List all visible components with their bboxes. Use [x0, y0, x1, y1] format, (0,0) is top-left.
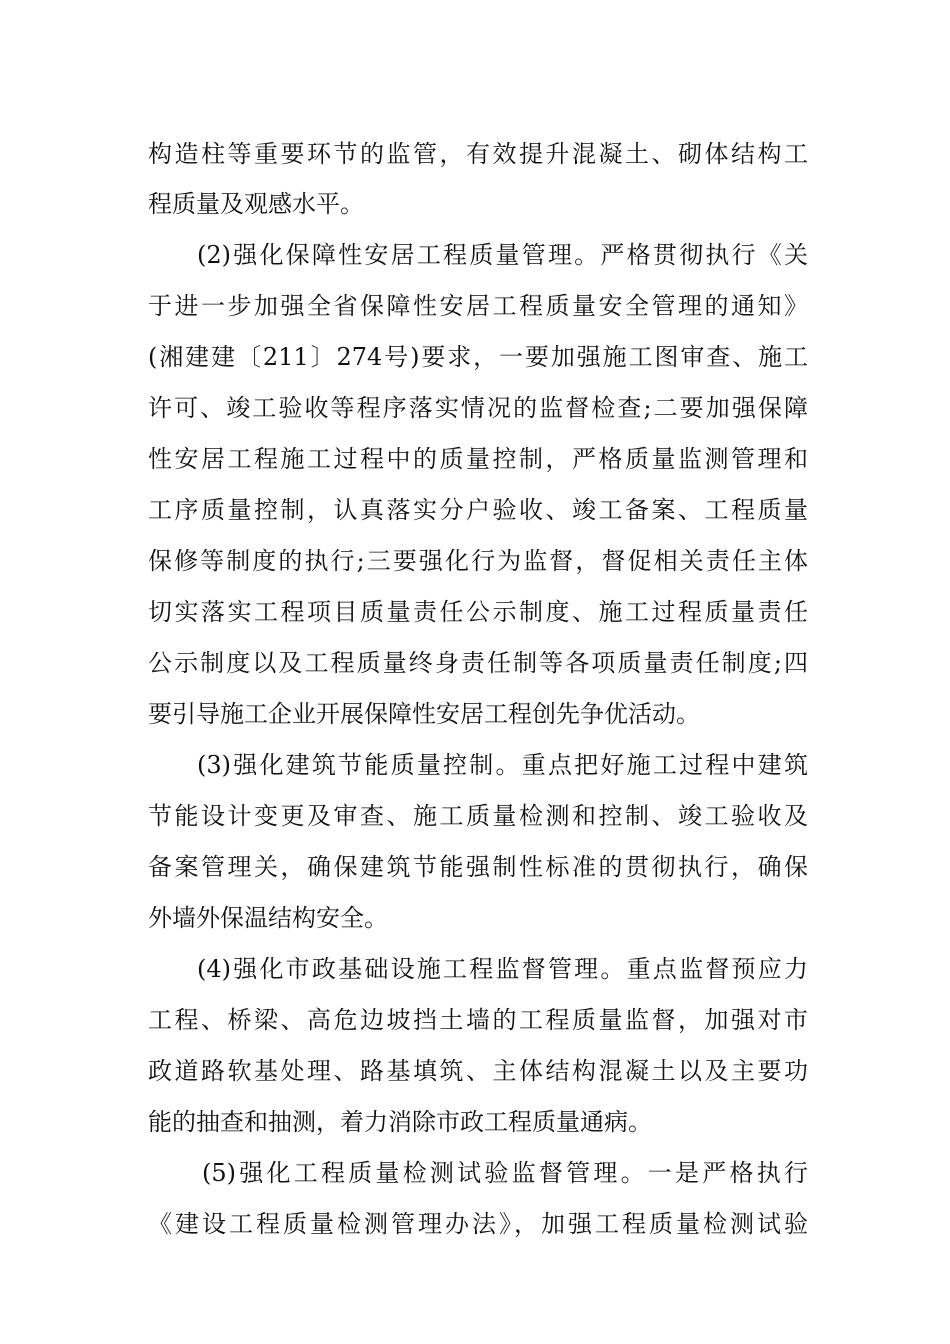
text-line: 节能设计变更及审查、施工质量检测和控制、竣工验收及: [148, 802, 808, 830]
text-line: (4)强化市政基础设施工程监督管理。重点监督预应力: [197, 955, 808, 983]
text-line: (3)强化建筑节能质量控制。重点把好施工过程中建筑: [197, 751, 808, 779]
text-line: 《建设工程质量检测管理办法》，加强工程质量检测试验: [148, 1210, 808, 1238]
text-line: 能的抽查和抽测，着力消除市政工程质量通病。: [148, 1108, 652, 1136]
text-line: 性安居工程施工过程中的质量控制，严格质量监测管理和: [148, 445, 808, 473]
text-line: (湘建建〔211〕274号)要求，一要加强施工图审查、施工: [148, 343, 808, 371]
text-line: 备案管理关，确保建筑节能强制性标准的贯彻执行，确保: [148, 853, 808, 881]
text-line: (5)强化工程质量检测试验监督管理。一是严格执行: [202, 1159, 808, 1187]
text-line: 于进一步加强全省保障性安居工程质量安全管理的通知》: [148, 292, 808, 320]
text-line: 外墙外保温结构安全。: [148, 904, 388, 932]
text-line: 工程、桥梁、高危边坡挡土墙的工程质量监督，加强对市: [148, 1006, 808, 1034]
text-line: 政道路软基处理、路基填筑、主体结构混凝土以及主要功: [148, 1057, 808, 1085]
text-line: 切实落实工程项目质量责任公示制度、施工过程质量责任: [148, 598, 808, 626]
text-line: (2)强化保障性安居工程质量管理。严格贯彻执行《关: [197, 241, 808, 269]
text-line: 要引导施工企业开展保障性安居工程创先争优活动。: [148, 700, 700, 728]
text-line: 构造柱等重要环节的监管，有效提升混凝土、砌体结构工: [148, 140, 808, 168]
text-line: 工序质量控制，认真落实分户验收、竣工备案、工程质量: [148, 496, 808, 524]
text-line: 许可、竣工验收等程序落实情况的监督检查;二要加强保障: [148, 394, 808, 422]
text-line: 公示制度以及工程质量终身责任制等各项质量责任制度;四: [148, 649, 808, 677]
text-line: 保修等制度的执行;三要强化行为监督，督促相关责任主体: [148, 547, 808, 575]
text-line: 程质量及观感水平。: [148, 190, 364, 218]
